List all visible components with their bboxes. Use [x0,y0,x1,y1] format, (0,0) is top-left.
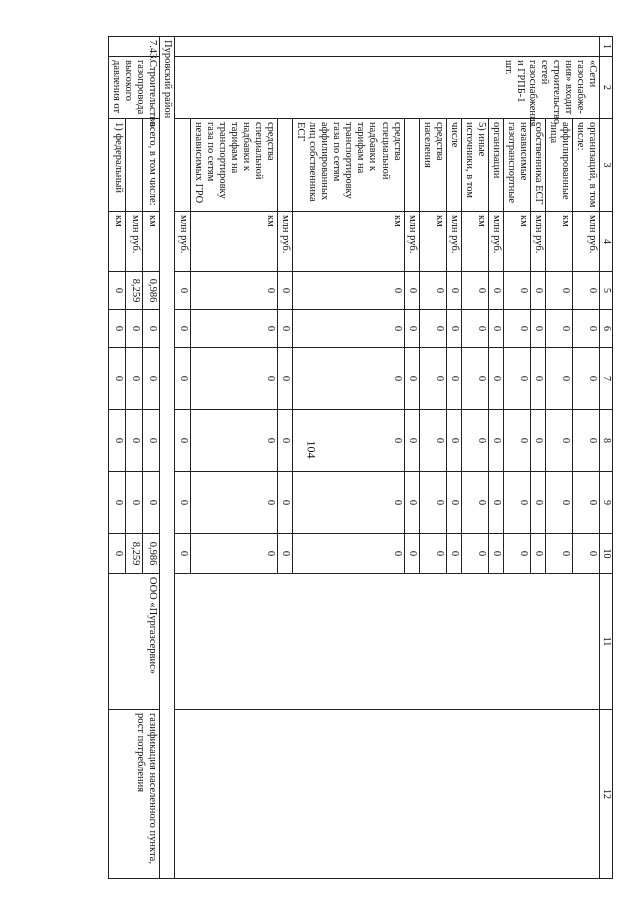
value-cell: 0 [278,410,293,472]
value-cell: 0 [126,472,143,534]
value-cell: 0 [293,348,405,410]
value-cell: 0 [404,310,419,348]
header-row [600,37,613,879]
value-cell: 0 [531,472,546,534]
value-cell: 0 [293,534,405,574]
column-number: 5 [600,272,613,310]
source-label-cell: организации [489,119,504,212]
object-name-cell: «Сети газоснабже-ния» входит строительство сетей газоснабжения и ГРПБ-1 шт. [175,57,600,119]
value-cell: 0 [446,472,461,534]
value-cell: 0 [546,272,573,310]
value-cell: 0 [489,272,504,310]
value-cell: 0 [126,310,143,348]
value-cell: 0 [489,472,504,534]
column-number: 12 [600,710,613,879]
column-number: 2 [600,57,613,119]
value-cell: 0 [504,348,531,410]
value-cell: 0 [573,534,600,574]
value-cell: 0 [143,472,160,534]
value-cell: 0 [546,348,573,410]
value-cell: 0 [278,272,293,310]
source-label-cell [404,119,419,212]
value-cell: 0 [461,272,488,310]
object-name-cell: Строительство газопровода высокого давления от [109,57,160,119]
source-label-cell: организаций, в том числе: [573,119,600,212]
value-cell: 0 [504,272,531,310]
note-cell: газификация населенного пункта, рост потребления [109,710,160,879]
value-cell: 0 [489,410,504,472]
value-cell: 0 [504,534,531,574]
value-cell: 0 [278,348,293,410]
value-cell: 0 [446,410,461,472]
value-cell: 0 [461,410,488,472]
unit-cell: млн руб. [573,212,600,272]
value-cell: 0 [489,348,504,410]
source-label-cell: независимые газотранспортные [504,119,531,212]
unit-cell: км [109,212,126,272]
value-cell: 0 [489,534,504,574]
unit-cell: млн руб. [531,212,546,272]
value-cell: 0 [404,472,419,534]
column-number: 10 [600,534,613,574]
value-cell: 0 [190,348,277,410]
value-cell: 0 [446,310,461,348]
value-cell: 0 [504,472,531,534]
value-cell: 0 [278,534,293,574]
value-cell: 0 [109,472,126,534]
column-number: 8 [600,410,613,472]
value-cell: 0 [573,272,600,310]
source-label-cell: средства специальной надбавки к тарифам на транспортировку газа по сетям независимых ГРО [190,119,277,212]
value-cell: 0 [175,310,190,348]
value-cell: 0 [143,310,160,348]
unit-cell: км [504,212,531,272]
value-cell: 0 [404,348,419,410]
value-cell: 0 [293,310,405,348]
value-cell: 0 [461,534,488,574]
section-title: Пуровский район [160,37,175,879]
column-number: 6 [600,310,613,348]
table-row [573,37,600,879]
executor-cell [175,574,600,710]
value-cell: 0 [446,534,461,574]
value-cell: 0 [461,348,488,410]
section-row [160,37,175,879]
table-container [103,36,613,878]
row-number-cell [175,37,600,57]
column-number: 3 [600,119,613,212]
unit-cell: км [546,212,573,272]
value-cell: 0 [504,410,531,472]
value-cell: 0 [109,534,126,574]
value-cell: 0 [546,472,573,534]
unit-cell: км [293,212,405,272]
value-cell: 0 [446,272,461,310]
value-cell: 0 [175,348,190,410]
unit-cell: млн руб. [126,212,143,272]
unit-cell: млн руб. [446,212,461,272]
value-cell: 8,259 [126,272,143,310]
value-cell: 0,986 [143,534,160,574]
executor-cell: ООО «Пургазсервис» [109,574,160,710]
rotated-table-area [103,36,613,878]
value-cell: 0 [404,410,419,472]
value-cell: 0 [531,272,546,310]
unit-cell: км [461,212,488,272]
value-cell: 0 [419,310,446,348]
value-cell: 0 [419,472,446,534]
value-cell: 0 [109,410,126,472]
source-label-cell: средства специальной надбавки к тарифам на транспортировку газа по сетям аффилированных лиц собственника ЕСГ [293,119,405,212]
value-cell: 0,986 [143,272,160,310]
value-cell: 0 [190,410,277,472]
unit-cell: млн руб. [489,212,504,272]
value-cell: 0 [175,472,190,534]
unit-cell: млн руб. [404,212,419,272]
value-cell: 0 [573,310,600,348]
value-cell: 0 [461,310,488,348]
unit-cell: млн руб. [175,212,190,272]
unit-cell: км [190,212,277,272]
page-number: 104 [304,440,319,459]
value-cell: 0 [419,272,446,310]
value-cell: 0 [489,310,504,348]
source-label-cell: аффилированные лица [546,119,573,212]
value-cell: 0 [419,534,446,574]
unit-cell: км [143,212,160,272]
value-cell: 0 [190,272,277,310]
source-label-cell: собственника ЕСГ [531,119,546,212]
source-label-cell [126,119,143,212]
value-cell: 0 [419,348,446,410]
table-body [109,37,613,879]
value-cell: 0 [175,410,190,472]
value-cell: 0 [461,472,488,534]
value-cell: 0 [404,272,419,310]
value-cell: 0 [143,348,160,410]
value-cell: 0 [446,348,461,410]
investment-table [108,36,613,879]
unit-cell: км [419,212,446,272]
value-cell: 0 [531,534,546,574]
value-cell: 8,259 [126,534,143,574]
row-number-cell: 7.43. [109,37,160,57]
value-cell: 0 [573,472,600,534]
source-label-cell: всего, в том числе: [143,119,160,212]
value-cell: 0 [278,472,293,534]
value-cell: 0 [546,310,573,348]
value-cell: 0 [546,410,573,472]
value-cell: 0 [190,310,277,348]
value-cell: 0 [573,348,600,410]
value-cell: 0 [419,410,446,472]
value-cell: 0 [546,534,573,574]
source-label-cell: числе [446,119,461,212]
column-number: 11 [600,574,613,710]
column-number: 4 [600,212,613,272]
note-cell [175,710,600,879]
column-number: 7 [600,348,613,410]
source-label-cell: 1) федеральный [109,119,126,212]
value-cell: 0 [531,310,546,348]
source-label-cell [175,119,190,212]
value-cell: 0 [504,310,531,348]
source-label-cell: средства населения [419,119,446,212]
value-cell: 0 [109,310,126,348]
value-cell: 0 [531,348,546,410]
value-cell: 0 [293,272,405,310]
value-cell: 0 [278,310,293,348]
column-number: 1 [600,37,613,57]
value-cell: 0 [531,410,546,472]
value-cell: 0 [293,410,405,472]
table-row [143,37,160,879]
value-cell: 0 [573,410,600,472]
source-label-cell: 5) иные источники, в том [461,119,488,212]
value-cell: 0 [190,534,277,574]
value-cell: 0 [404,534,419,574]
value-cell: 0 [190,472,277,534]
value-cell: 0 [293,472,405,534]
value-cell: 0 [175,272,190,310]
source-label-cell [278,119,293,212]
value-cell: 0 [126,348,143,410]
value-cell: 0 [109,272,126,310]
column-number: 9 [600,472,613,534]
unit-cell: млн руб. [278,212,293,272]
value-cell: 0 [143,410,160,472]
value-cell: 0 [109,348,126,410]
value-cell: 0 [175,534,190,574]
value-cell: 0 [126,410,143,472]
